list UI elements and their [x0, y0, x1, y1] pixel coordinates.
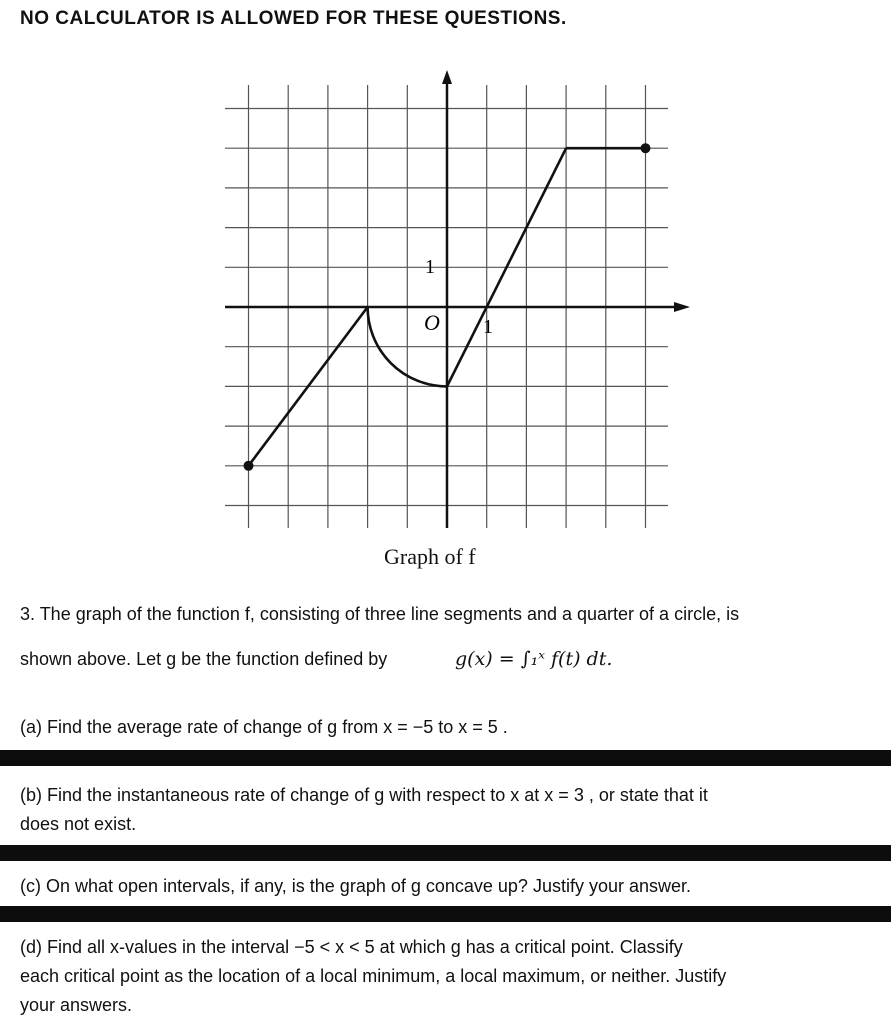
- part-d-line1: (d) Find all x-values in the interval −5 < x < 5 at which g has a critical point. Classify: [20, 937, 683, 957]
- problem-intro-line1: 3. The graph of the function f, consisting of three line segments and a quarter of a circle, is: [20, 604, 740, 624]
- x-tick-label: 1: [483, 316, 493, 338]
- part-d-line2: each critical point as the location of a local minimum, a local maximum, or neither. Justify: [20, 966, 727, 986]
- g-definition-formula: g(x) = ∫₁ˣ f(t) dt.: [455, 648, 613, 670]
- divider: [0, 750, 891, 766]
- f-endpoint-dot: [641, 143, 651, 153]
- y-axis-arrow: [442, 70, 452, 84]
- x-axis-arrow: [674, 302, 690, 312]
- problem-intro-line2: shown above. Let g be the function defined by: [20, 649, 388, 669]
- f-endpoint-dot: [244, 461, 254, 471]
- graph-caption: Graph of f: [384, 544, 476, 569]
- part-c: (c) On what open intervals, if any, is the graph of g concave up? Justify your answer.: [20, 876, 692, 896]
- part-b-line2: does not exist.: [20, 814, 137, 834]
- origin-label: O: [424, 310, 440, 335]
- y-tick-label: 1: [425, 256, 435, 278]
- divider: [0, 845, 891, 861]
- part-b-line1: (b) Find the instantaneous rate of change of g with respect to x at x = 3 , or state that it: [20, 785, 708, 805]
- divider: [0, 906, 891, 922]
- instructions-header: NO CALCULATOR IS ALLOWED FOR THESE QUESTIONS.: [20, 8, 567, 29]
- part-d-line3: your answers.: [20, 995, 133, 1015]
- part-a: (a) Find the average rate of change of g from x = −5 to x = 5 .: [20, 717, 508, 737]
